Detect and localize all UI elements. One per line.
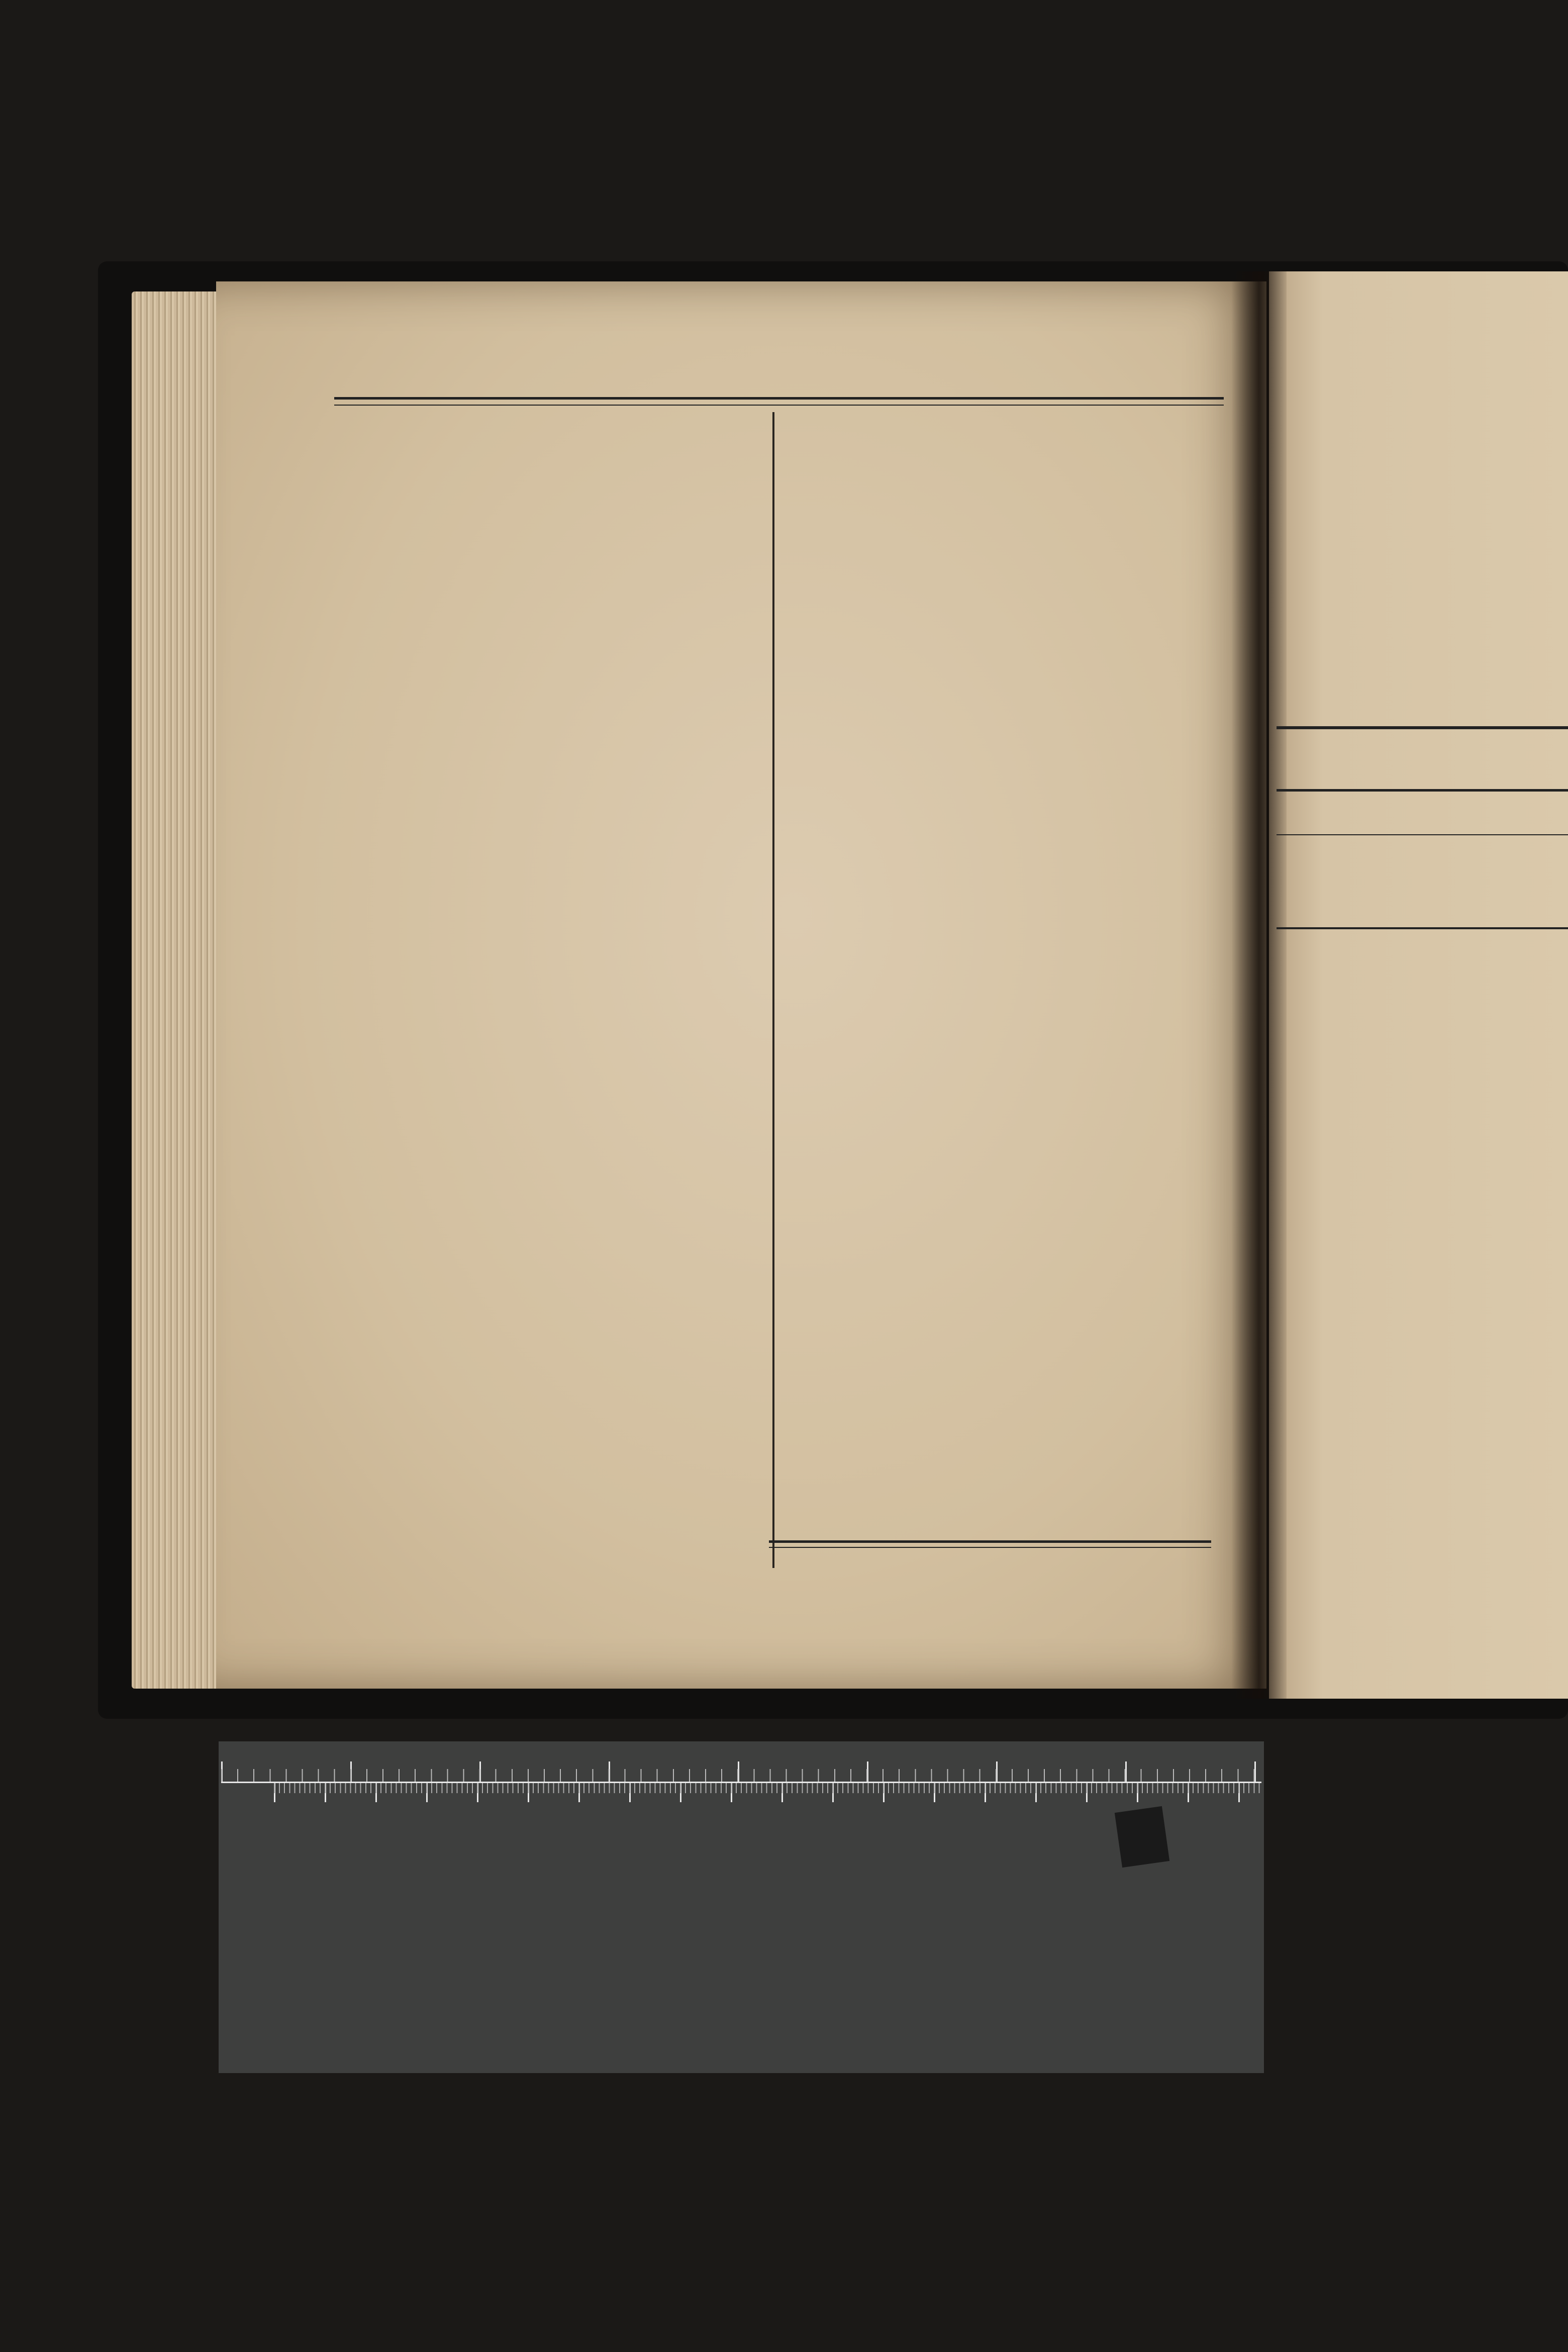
issue-rule xyxy=(1277,789,1568,792)
byline-rule xyxy=(1277,834,1568,835)
book-gutter xyxy=(1231,271,1287,1699)
ruler-cm-fine-ticks xyxy=(274,1783,1261,1793)
footer-rule xyxy=(769,1540,1211,1548)
column-rule xyxy=(772,412,774,1568)
masthead-rule xyxy=(1277,726,1568,729)
page-edges xyxy=(132,291,227,1689)
ruler-inch-fine-ticks xyxy=(221,1769,1261,1782)
page-footer xyxy=(769,1540,1211,1554)
swatch-labels xyxy=(219,1848,1264,1874)
swatch-row-dark xyxy=(220,1965,1263,2049)
toc-rule xyxy=(1277,927,1568,929)
swatch-row-light xyxy=(220,1879,1263,1963)
header-rule xyxy=(334,397,1224,406)
right-page xyxy=(1269,271,1568,1699)
right-column xyxy=(785,422,1220,1528)
